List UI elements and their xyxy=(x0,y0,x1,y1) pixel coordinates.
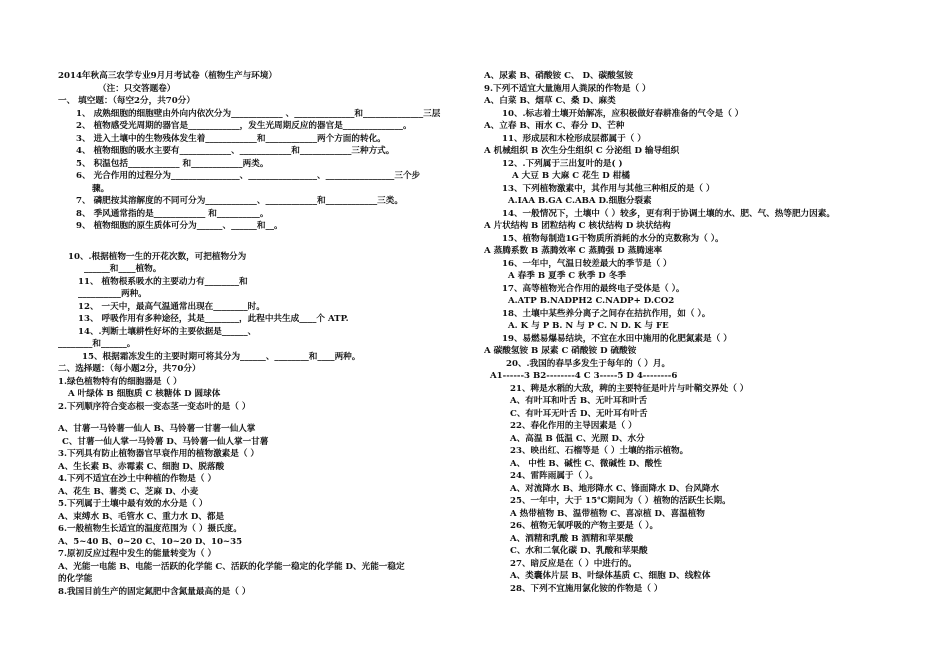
exam-line: 25、一年中，大于 15℃期间为（ ）植物的活跃生长期。 xyxy=(510,496,731,506)
exam-line: __________两种。 xyxy=(78,289,147,299)
exam-line: 二、选择题：（每小题2分，共70分） xyxy=(58,364,201,374)
exam-line: 20、.我国的春旱多发生于每年的（ ）月。 xyxy=(506,358,671,369)
exam-line: 6.一般植物生长适宜的温度范围为（ ）摄氏度。 xyxy=(58,524,242,534)
exam-line: A 大豆 B 大麻 C 花生 D 柑橘 xyxy=(512,171,630,181)
exam-line: 5、 积温包括____________ 和____________两类。 xyxy=(76,158,269,169)
exam-line: 27、暗反应是在（ ）中进行的。 xyxy=(510,558,637,569)
exam-line: 21、稗是水稻的大敌，稗的主要特征是叶片与叶鞘交界处（ ） xyxy=(510,383,749,394)
exam-line: C、有叶耳无叶舌 D、无叶耳有叶舌 xyxy=(510,408,648,419)
exam-line: 18、土壤中某些养分离子之间存在拮抗作用，如（ ）。 xyxy=(502,308,711,319)
exam-line: ________和______。 xyxy=(58,339,136,349)
exam-line: 4、 植物细胞的吸水主要有____________、____________和____________三种方式。 xyxy=(76,146,395,156)
exam-line: 3、 进入土壤中的生物残体发生着____________和____________两个方面的转化。 xyxy=(76,133,386,144)
exam-line: 22、春化作用的主导因素是（ ） xyxy=(510,421,637,431)
exam-line: 3.下列具有防止植物器官早衰作用的植物激素是（ ） xyxy=(58,449,260,459)
exam-line: 23、映出红、石榴等是（ ）土壤的指示植物。 xyxy=(510,446,689,456)
exam-line: A. K 与 P B. N 与 P C. N D. K 与 FE xyxy=(508,321,669,331)
exam-line: 2014年秋高三农学专业9月月考试卷（植物生产与环境） xyxy=(58,71,277,81)
exam-line: ______和____植物。 xyxy=(84,264,162,274)
exam-line: 7.原初反应过程中发生的能量转变为（ ） xyxy=(58,549,217,559)
exam-line: 6、 光合作用的过程分为________________、________________、________________三个步 xyxy=(76,171,421,181)
right-column xyxy=(484,70,924,595)
exam-line: 19、易燃易爆易结块，不宜在水田中施用的化肥氮素是（ ） xyxy=(502,333,732,344)
exam-line: 15、植物每制造1G干物质所消耗的水分的克数称为（ ）。 xyxy=(502,233,724,244)
exam-line: A 叶绿体 B 细胞质 C 核糖体 D 圆球体 xyxy=(68,389,221,399)
exam-line: A、甘薯一马铃薯一仙人 B、马铃薯一甘薯一仙人掌 xyxy=(58,424,256,434)
exam-line: A、生长素 B、赤霉素 C、细胞 D、脱落酸 xyxy=(58,461,225,472)
exam-line: A 蒸腾系数 B 蒸腾效率 C 蒸腾强 D 蒸腾速率 xyxy=(484,246,663,256)
exam-line: A、有叶耳和叶舌 B、无叶耳和叶舌 xyxy=(510,396,648,406)
exam-line: 的化学能 xyxy=(58,574,93,584)
exam-line: 2、 植物感受光周期的器官是____________，发生光周期反应的器官是______________。 xyxy=(76,121,412,131)
exam-line: A 片状结构 B 团粒结构 C 核状结构 D 块状结构 xyxy=(484,221,671,231)
exam-line: 26、植物无氧呼吸的产物主要是（ ）。 xyxy=(510,521,659,531)
exam-line: A.IAA B.GA C.ABA D.细胞分裂素 xyxy=(508,196,652,206)
exam-line: C、水和二氧化碳 D、乳酸和苹果酸 xyxy=(510,546,648,556)
exam-line: C、甘薯一仙人掌一马铃薯 D、马铃薯一仙人掌一甘薯 xyxy=(62,436,269,447)
exam-line: A 机械组织 B 次生分生组织 C 分泌组 D 输导组织 xyxy=(484,146,680,156)
exam-line: A、类囊体片层 B、叶绿体基质 C、细胞 D、线粒体 xyxy=(510,571,711,581)
exam-line: 10、.根据植物一生的开花次数，可把植物分为 xyxy=(68,251,247,262)
exam-line: 24、雷阵雨属于（ ）。 xyxy=(510,471,598,481)
exam-line: A、束缚水 B、毛管水 C、重力水 D、都是 xyxy=(58,511,225,522)
exam-line: A、高温 B 低温 C、光照 D、水分 xyxy=(510,433,645,444)
spacer xyxy=(58,413,470,423)
exam-line: 骤。 xyxy=(92,183,110,194)
exam-line: 28、下列不宜施用氯化铵的作物是（ ） xyxy=(510,583,663,594)
exam-line: 11、 植物根系吸水的主要动力有________和 xyxy=(78,276,248,287)
exam-line: A、尿素 B、硝酸铵 C、 D、碳酸氢铵 xyxy=(484,71,633,81)
exam-line: 一、 填空题：（每空2分，共70分） xyxy=(58,96,195,106)
exam-line: A、5~40 B、0~20 C、10~20 D、10~35 xyxy=(58,536,243,547)
exam-line: A、立春 B、雨水 C、春分 D、芒种 xyxy=(484,121,625,131)
exam-line: 9、 植物细胞的原生质体可分为______、______和__。 xyxy=(76,221,283,231)
exam-line: 1、 成熟细胞的细胞壁由外向内依次分为____________ 、______________和______________三层 xyxy=(76,108,441,119)
exam-line: A、 中性 B、碱性 C、微碱性 D、酸性 xyxy=(510,458,662,469)
spacer xyxy=(58,233,470,251)
exam-line: 17、高等植物光合作用的最终电子受体是（ ）。 xyxy=(502,283,685,294)
exam-line: 4.下列不适宜在沙土中种植的作物是（ ） xyxy=(58,474,217,484)
exam-line: A 碳酸氢铵 B 尿素 C 硝酸铵 D 硫酸铵 xyxy=(484,346,637,356)
exam-line: 12、 一天中，最高气温通常出现在________时。 xyxy=(78,301,265,312)
exam-line: 13、下列植物激素中，其作用与其他三种相反的是（ ） xyxy=(502,183,715,194)
exam-line: A 热带植物 B、温带植物 C、喜凉植 D、喜温植物 xyxy=(510,508,705,519)
exam-line: A、光能一电能 B、电能一活跃的化学能 C、活跃的化学能一稳定的化学能 D、光能一稳定 xyxy=(58,561,405,572)
exam-line: 8.我国目前生产的固定氮肥中含氮量最高的是（ ） xyxy=(58,586,251,597)
exam-line: 13、 呼吸作用有多种途径，其是________，此程中共生成____个 ATP. xyxy=(78,314,349,324)
exam-line: （注：只交答题卷） xyxy=(98,83,176,94)
exam-line: 15、根据霜冻发生的主要时期可将其分为______、________和____两种。 xyxy=(82,351,361,362)
exam-line: 9.下列不适宜大量施用人粪尿的作物是（ ） xyxy=(484,83,651,94)
exam-line: A、酒精和乳酸 B 酒精和苹果酸 xyxy=(510,533,634,544)
exam-line: 1.绿色植物特有的细胞器是（ ） xyxy=(58,376,182,387)
exam-line: A 春季 B 夏季 C 秋季 D 冬季 xyxy=(508,271,626,281)
exam-line: 14、.判断土壤耕性好坏的主要依据是______、 xyxy=(78,326,257,337)
exam-line: A、白菜 B、烟草 C、桑 D、麻类 xyxy=(484,96,616,106)
exam-line: 8、 季风通常指的是____________ 和__________。 xyxy=(76,208,269,219)
exam-line: A1------3 B2--------4 C 3-----5 D 4--------6 xyxy=(490,371,678,381)
exam-line: A、花生 B、薯类 C、芝麻 D、小麦 xyxy=(58,486,199,497)
exam-line: A、对流降水 B、地形降水 C、锋面降水 D、台风降水 xyxy=(510,483,720,494)
exam-line: 16、一年中，气温日较差最大的季节是（ ） xyxy=(502,258,672,269)
exam-line: 5.下列属于土壤中最有效的水分是（ ） xyxy=(58,499,208,509)
exam-line: 14、一般情况下，土壤中（ ）较多，更有利于协调土壤的水、肥、气、热等肥力因素。 xyxy=(502,208,835,219)
exam-line: 10、.标志着土壤开始解冻，应积极做好春耕准备的气令是（ ） xyxy=(502,108,744,119)
exam-line: A.ATP B.NADPH2 C.NADP+ D.CO2 xyxy=(508,296,675,306)
exam-line: 11、形成层和木栓形成层都属于（ ） xyxy=(502,133,646,144)
exam-line: 7、 磷肥按其溶解度的不同可分为____________、____________和____________三类。 xyxy=(76,196,403,206)
exam-line: 2.下列顺序符合变态根一变态茎一变态叶的是（ ） xyxy=(58,401,251,412)
left-column xyxy=(58,70,470,598)
exam-line: 12、.下列属于三出复叶的是( ) xyxy=(502,158,623,169)
